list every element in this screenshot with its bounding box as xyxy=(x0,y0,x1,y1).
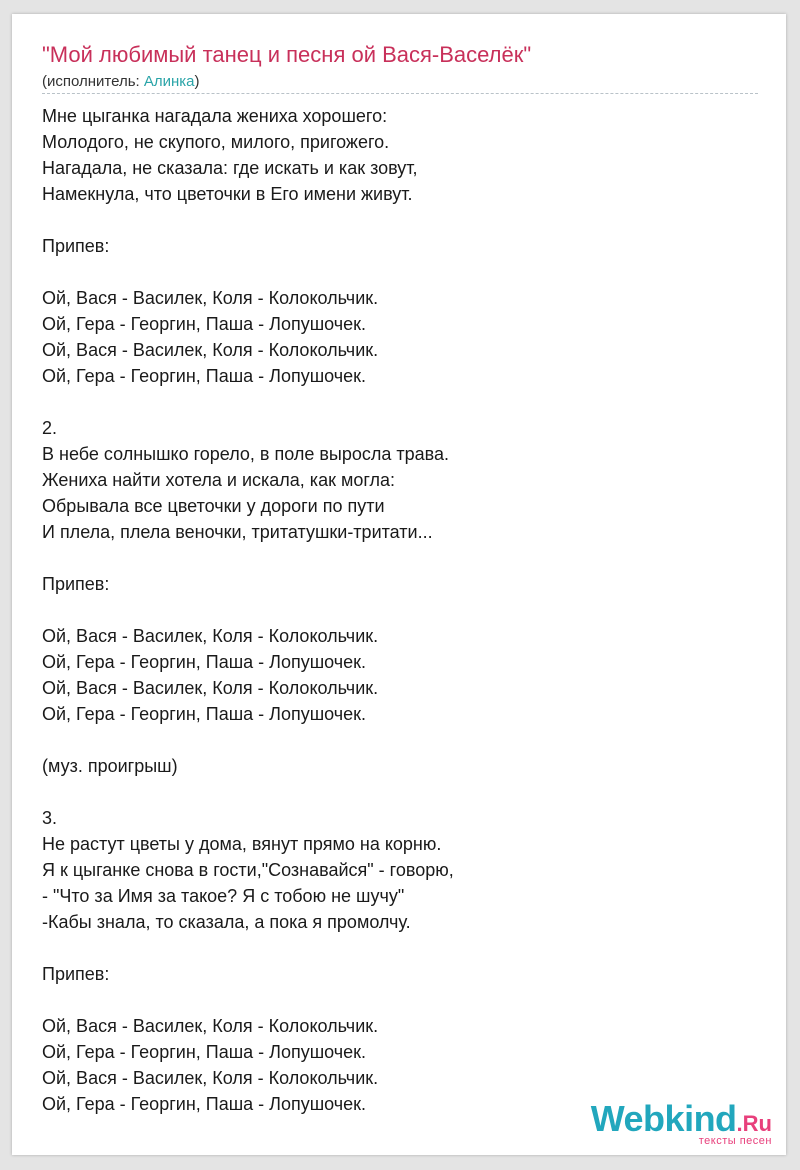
lyric-line: Ой, Гера - Георгин, Паша - Лопушочек. xyxy=(42,704,367,724)
lyric-line xyxy=(42,545,762,571)
lyric-line: Ой, Вася - Василек, Коля - Колокольчик. xyxy=(42,678,379,698)
lyric-line: Ой, Вася - Василек, Коля - Колокольчик. xyxy=(42,626,379,646)
site-logo[interactable] xyxy=(590,1098,772,1147)
lyrics-page xyxy=(12,14,786,1155)
artist-suffix: ) xyxy=(194,73,200,90)
lyric-line: Я к цыганке снова в гости,"Сознавайся" - говорю, xyxy=(42,860,454,880)
lyric-line: Ой, Гера - Георгин, Паша - Лопушочек. xyxy=(42,366,367,386)
lyric-line: Ой, Гера - Георгин, Паша - Лопушочек. xyxy=(42,1094,367,1114)
song-title: "Мой любимый танец и песня ой Вася-Васелёк" xyxy=(42,42,532,67)
lyric-line: Ой, Вася - Василек, Коля - Колокольчик. xyxy=(42,340,379,360)
lyric-line xyxy=(42,259,762,285)
artist-line xyxy=(42,73,200,90)
lyric-line: В небе солнышко горело, в поле выросла трава. xyxy=(42,444,450,464)
lyric-line: (муз. проигрыш) xyxy=(42,756,178,776)
lyric-line: -Кабы знала, то сказала, а пока я промолчу. xyxy=(42,912,411,932)
lyric-line xyxy=(42,389,762,415)
lyric-line: Мне цыганка нагадала жениха хорошего: xyxy=(42,106,388,126)
lyric-line: Ой, Вася - Василек, Коля - Колокольчик. xyxy=(42,1016,379,1036)
lyric-line: - "Что за Имя за такое? Я с тобою не шучу" xyxy=(42,886,405,906)
logo-tagline: тексты песен xyxy=(698,1135,772,1147)
lyrics-body xyxy=(42,103,762,1117)
lyric-line: 3. xyxy=(42,808,58,828)
lyric-line: Нагадала, не сказала: где искать и как зовут, xyxy=(42,158,418,178)
lyric-line: Припев: xyxy=(42,964,110,984)
lyric-line xyxy=(42,935,762,961)
logo-tld: .Ru xyxy=(736,1111,772,1136)
lyric-line: Припев: xyxy=(42,574,110,594)
lyric-line: Не растут цветы у дома, вянут прямо на корню. xyxy=(42,834,442,854)
lyric-line: Обрывала все цветочки у дороги по пути xyxy=(42,496,385,516)
lyric-line: Намекнула, что цветочки в Его имени живут. xyxy=(42,184,413,204)
lyric-line: Ой, Гера - Георгин, Паша - Лопушочек. xyxy=(42,652,367,672)
artist-link[interactable]: Алинка xyxy=(143,73,195,90)
artist-prefix: (исполнитель: xyxy=(42,73,144,90)
lyric-line xyxy=(42,207,762,233)
lyric-line: Ой, Вася - Василек, Коля - Колокольчик. xyxy=(42,288,379,308)
lyric-line: Молодого, не скупого, милого, пригожего. xyxy=(42,132,390,152)
lyric-line: Ой, Гера - Георгин, Паша - Лопушочек. xyxy=(42,314,367,334)
lyric-line: 2. xyxy=(42,418,58,438)
logo-wordmark: Webkind xyxy=(590,1098,737,1139)
lyric-line: И плела, плела веночки, тритатушки-тритати... xyxy=(42,522,433,542)
lyric-line xyxy=(42,779,762,805)
lyric-line xyxy=(42,727,762,753)
lyric-line xyxy=(42,987,762,1013)
lyric-line xyxy=(42,597,762,623)
lyric-line: Ой, Гера - Георгин, Паша - Лопушочек. xyxy=(42,1042,367,1062)
lyric-line: Жениха найти хотела и искала, как могла: xyxy=(42,470,396,490)
lyric-line: Ой, Вася - Василек, Коля - Колокольчик. xyxy=(42,1068,379,1088)
divider xyxy=(42,93,758,94)
lyric-line: Припев: xyxy=(42,236,110,256)
